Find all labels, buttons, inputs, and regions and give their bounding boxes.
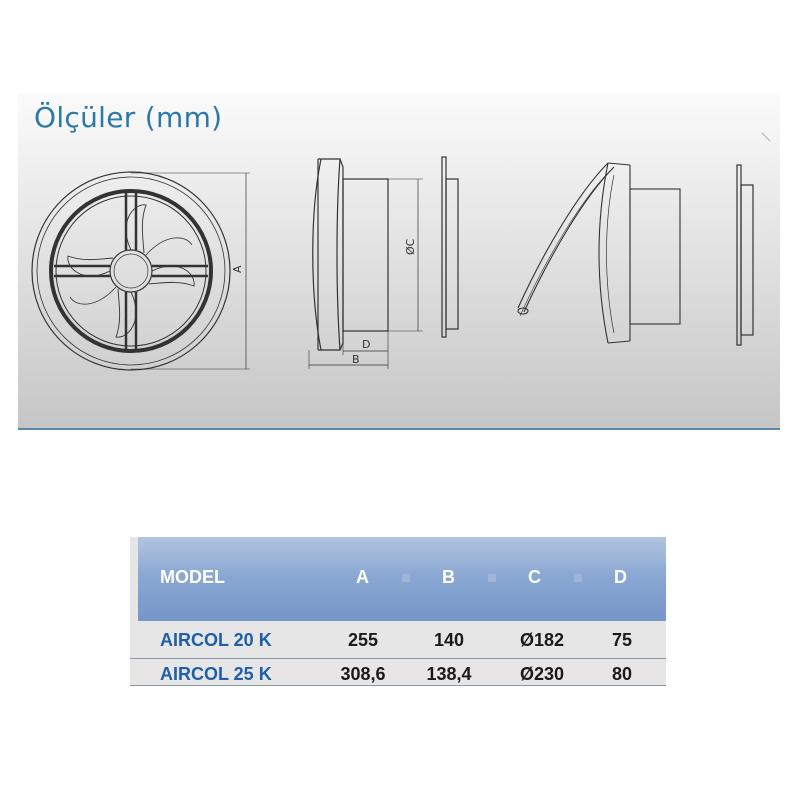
header-model: MODEL xyxy=(160,567,225,587)
header-separator xyxy=(574,574,582,582)
corner-marks xyxy=(762,133,770,141)
header-separator xyxy=(488,574,496,582)
row-d: 80 xyxy=(611,664,633,684)
open-shutter-drawing xyxy=(518,163,680,343)
fan-drawings xyxy=(18,93,780,428)
row-divider xyxy=(130,658,666,659)
row-a: 255 xyxy=(347,630,379,650)
mounting-plate-drawing xyxy=(442,157,458,337)
dim-label-b: B xyxy=(352,353,360,366)
row-a: 308,6 xyxy=(340,664,386,684)
table-header xyxy=(130,537,666,621)
table-bottom-border xyxy=(130,685,666,686)
specifications-table xyxy=(130,537,666,686)
dim-label-c: ØC xyxy=(404,238,417,255)
header-separator xyxy=(402,574,410,582)
row-model: AIRCOL 25 K xyxy=(160,664,272,684)
dimensions-title: Ölçüler (mm) xyxy=(34,101,223,134)
row-c: Ø230 xyxy=(519,664,565,684)
header-a: A xyxy=(356,567,369,587)
row-d: 75 xyxy=(611,630,633,650)
mounting-plate-drawing-2 xyxy=(737,165,753,345)
row-model: AIRCOL 20 K xyxy=(160,630,272,650)
row-b: 140 xyxy=(433,630,465,650)
front-view-drawing xyxy=(32,172,250,370)
row-b: 138,4 xyxy=(426,664,472,684)
header-b: B xyxy=(442,567,455,587)
header-c: C xyxy=(528,567,541,587)
dim-label-d: D xyxy=(362,338,371,351)
header-d: D xyxy=(614,567,627,587)
dim-label-a: A xyxy=(231,265,244,273)
row-c: Ø182 xyxy=(519,630,565,650)
technical-drawing-panel xyxy=(18,93,780,430)
